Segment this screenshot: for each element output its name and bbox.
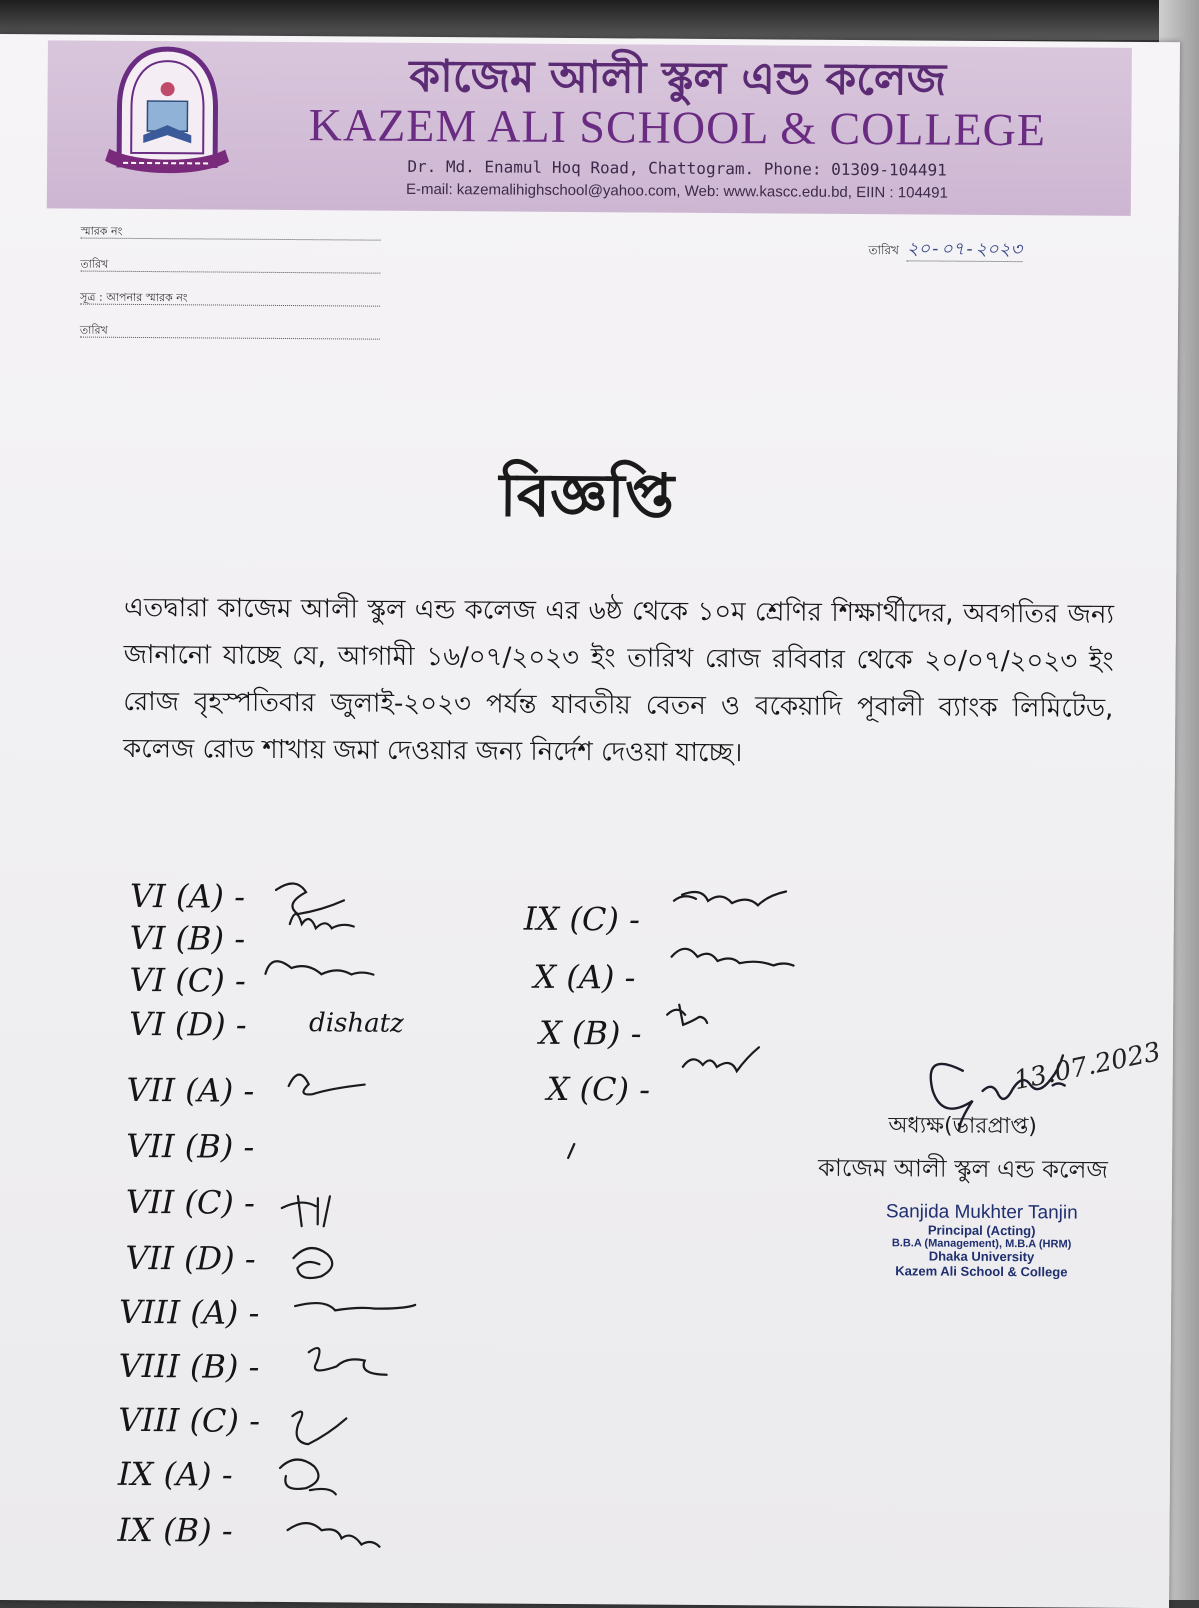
- class-entry-label: VIII (B) -: [118, 1346, 260, 1386]
- handwritten-initials: [0, 34, 1180, 1608]
- signature-mark: [295, 1303, 415, 1311]
- class-entry-label: VI (C) -: [129, 960, 246, 1000]
- class-entry-label: IX (B) -: [117, 1510, 233, 1550]
- notice-title: বিজ্ঞপ্তি: [499, 460, 675, 532]
- school-name-en: KAZEM ALI SCHOOL & COLLEGE: [308, 99, 1047, 156]
- signature-mark: [568, 1144, 574, 1158]
- principal-seal: [851, 1202, 1112, 1280]
- signature-mark: [287, 1523, 379, 1547]
- signature-mark: [292, 1412, 346, 1445]
- photo-backdrop-top: [0, 0, 1199, 40]
- class-entry-label: X (C) -: [546, 1069, 651, 1109]
- school-name-bn: কাজেম আলী স্কুল এন্ড কলেজ: [409, 50, 947, 106]
- school-address: Dr. Md. Enamul Hoq Road, Chattogram. Phone: 01309-104491: [407, 156, 947, 180]
- signature-mark: [265, 961, 373, 974]
- class-entry-label: VIII (A) -: [118, 1292, 260, 1332]
- signature-mark: [289, 1075, 365, 1095]
- ref-field-label: তারিখ: [80, 257, 109, 271]
- signature-mark: [290, 914, 354, 928]
- signature-date: 13.07.2023: [1011, 1036, 1164, 1097]
- signature-mark: [674, 891, 786, 906]
- signature-mark: [672, 949, 794, 966]
- ref-field-label: তারিখ: [79, 323, 108, 337]
- class-entry-label: VI (A) -: [129, 876, 246, 916]
- signatory-name: Sanjida Mukhter Tanjin: [885, 1201, 1078, 1224]
- school-contact: E-mail: kazemalihighschool@yahoo.com, Web: www.kascc.edu.bd, EIIN : 104491: [405, 180, 948, 202]
- signature-mark: [282, 1196, 330, 1226]
- date-value: ২০-০৭-২০২৩: [906, 238, 1023, 261]
- signature-mark: [280, 1459, 336, 1494]
- class-entry-label: VI (D) -: [128, 1004, 247, 1044]
- class-entry-label: IX (A) -: [117, 1454, 233, 1494]
- class-entry-label: VI (B) -: [129, 918, 246, 958]
- signatory-university: Dhaka University: [928, 1248, 1035, 1265]
- notice-sheet: [0, 34, 1180, 1608]
- class-entry-signature: dishatz: [308, 1008, 404, 1039]
- signature-mark: [683, 1047, 759, 1072]
- class-entry-label: VII (C) -: [125, 1182, 255, 1222]
- signatory-institution-bn: কাজেম আলী স্কুল এন্ড কলেজ: [818, 1153, 1109, 1184]
- ref-field-label: স্মারক নং: [80, 224, 123, 238]
- signature-mark: [309, 1348, 387, 1375]
- signatory-institution: Kazem Ali School & College: [895, 1262, 1068, 1280]
- signatory-title: Principal (Acting): [927, 1222, 1036, 1239]
- signature-mark: [667, 1005, 707, 1025]
- ref-field-label: সূত্র : আপনার স্মারক নং: [80, 290, 188, 305]
- signature-mark: [293, 1248, 332, 1278]
- signature-mark: [276, 883, 344, 914]
- class-entry-label: VII (A) -: [126, 1070, 255, 1110]
- class-entry-label: IX (C) -: [523, 899, 640, 939]
- date-label: তারিখ: [868, 243, 899, 258]
- class-entry-label: VII (D) -: [125, 1238, 256, 1278]
- class-entry-label: VII (B) -: [126, 1126, 255, 1166]
- signatory-degrees: B.B.A (Management), M.B.A (HRM): [891, 1237, 1072, 1251]
- notice-body: এতদ্বারা কাজেম আলী স্কুল এন্ড কলেজ এর ৬ষ্ঠ থেকে ১০ম শ্রেণির শিক্ষার্থীদের, অবগতির জন্য জানানো যাচ্ছে যে, আগামী ১৬/০৭/২০২৩ ইং তারিখ রোজ রবিবার থেকে ২০/০৭/২০২৩ ইং রোজ বৃহস্পতিবার জুলাই-২০২৩ পর্যন্ত যাবতীয় বেতন ও বকেয়াদি পূবালী ব্যাংক লিমিটেড, কলেজ রোড শাখায় জমা দেওয়ার জন্য নির্দেশ দেওয়া যাচ্ছে।: [122, 592, 1115, 769]
- class-entry-label: X (B) -: [538, 1013, 642, 1053]
- class-entry-label: X (A) -: [533, 957, 636, 997]
- signatory-role-bn: অধ্যক্ষ(ভারপ্রাপ্ত): [888, 1113, 1037, 1140]
- class-entry-label: VIII (C) -: [118, 1400, 261, 1440]
